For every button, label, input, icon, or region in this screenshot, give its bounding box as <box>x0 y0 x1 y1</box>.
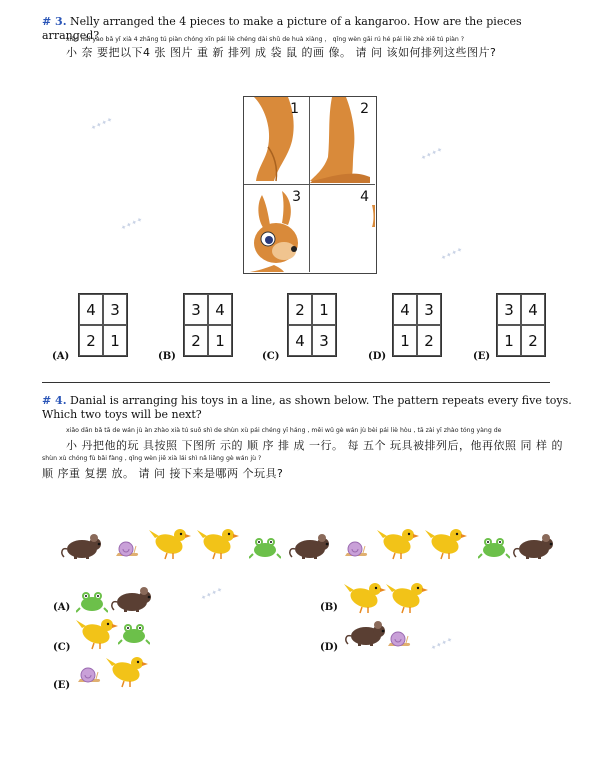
bird-icon[interactable] <box>106 654 150 692</box>
q3-option-c-grid[interactable] <box>287 293 337 357</box>
watermark: ✦✦✦✦ <box>199 585 225 603</box>
watermark: ✦✦✦✦ <box>89 115 115 133</box>
bird-icon <box>149 526 193 564</box>
grid-cell: 3 <box>497 294 521 325</box>
q4-text: Danial is arranging his toys in a line, as shown below. The pattern repeats every five toys. Which two toys will be next? <box>42 394 572 421</box>
bird-icon[interactable] <box>386 580 430 618</box>
frog-icon[interactable] <box>118 622 150 650</box>
watermark: ✦✦✦✦ <box>419 145 445 163</box>
section-divider <box>42 382 550 383</box>
watermark: ✦✦✦✦ <box>429 635 455 653</box>
puzzle-number: 1 <box>290 101 299 117</box>
grid-cell: 1 <box>393 325 417 356</box>
grid-cell: 4 <box>521 294 545 325</box>
q3-option-e-grid[interactable] <box>496 293 546 357</box>
mouse-icon <box>288 531 334 565</box>
snail-icon[interactable] <box>386 628 412 654</box>
puzzle-number: 2 <box>360 101 369 117</box>
mouse-icon[interactable] <box>110 584 156 618</box>
puzzle-piece-2 <box>310 97 375 185</box>
puzzle-piece-3 <box>244 185 310 272</box>
grid-cell: 3 <box>312 325 336 356</box>
bird-icon[interactable] <box>76 616 120 654</box>
q4-chinese-2: 顺 序重 复摆 放。 请 问 接下来是哪两 个玩具? <box>42 467 284 480</box>
puzzle-piece-1 <box>244 97 310 185</box>
grid-cell: 4 <box>208 294 232 325</box>
q3-number: # 3. <box>42 15 67 28</box>
grid-cell: 3 <box>417 294 441 325</box>
bird-icon <box>377 526 421 564</box>
bird-icon[interactable] <box>344 580 388 618</box>
q4-pinyin-2: shùn xù chóng fù bǎi fàng , qǐng wèn jiē xià lái shì nǎ liǎng gè wán jù ? <box>42 455 262 462</box>
q3-option-label[interactable]: (C) <box>262 351 280 362</box>
q3-option-a-grid[interactable] <box>78 293 128 357</box>
q4-chinese-1: 小 丹把他的玩 具按照 下图所 示的 顺 序 排 成 一行。 每 五个 玩具被排列后，他再依照 同 样 的 <box>66 439 563 452</box>
frog-icon <box>249 536 281 564</box>
q3-option-d-grid[interactable] <box>392 293 442 357</box>
q3-option-label[interactable]: (B) <box>158 351 176 362</box>
q3-option-b-grid[interactable] <box>183 293 233 357</box>
q4-option-label[interactable]: (A) <box>53 602 71 613</box>
mouse-icon <box>512 531 558 565</box>
grid-cell: 1 <box>312 294 336 325</box>
grid-cell: 3 <box>184 294 208 325</box>
grid-cell: 4 <box>79 294 103 325</box>
watermark: ✦✦✦✦ <box>439 245 465 263</box>
q3-chinese: 小 奈 要把以下4 张 图片 重 新 排列 成 袋 鼠 的画 像。 请 问 该如何排列这些图片? <box>66 46 497 59</box>
q4-option-label[interactable]: (E) <box>53 680 71 691</box>
q4-option-label[interactable]: (C) <box>53 642 71 653</box>
q4-option-label[interactable]: (D) <box>320 642 339 653</box>
grid-cell: 2 <box>288 294 312 325</box>
grid-cell: 2 <box>79 325 103 356</box>
puzzle-number: 3 <box>292 189 301 205</box>
grid-cell: 4 <box>288 325 312 356</box>
grid-cell: 1 <box>103 325 127 356</box>
snail-icon <box>114 538 140 564</box>
grid-cell: 2 <box>521 325 545 356</box>
grid-cell: 2 <box>417 325 441 356</box>
mouse-icon[interactable] <box>344 618 390 652</box>
q4-pinyin-1: xiǎo dān bǎ tā de wán jù àn zhào xià tú suǒ shì de shùn xù pái chéng yī háng , měi wǔ gè wán jù bèi pái liè hòu , tā zài yī zhào tóng yàng de <box>66 427 502 434</box>
q3-pinyin: xiǎo nài yào bǎ yǐ xià 4 zhāng tú piàn chóng xīn pái liè chéng dài shǔ de huà xiàng ， qǐng wèn gāi rú hé pái liè zhè xiē tú piàn ? <box>66 36 465 43</box>
grid-cell: 1 <box>208 325 232 356</box>
q3-option-label[interactable]: (E) <box>473 351 491 362</box>
bird-icon <box>425 526 469 564</box>
bird-icon <box>197 526 241 564</box>
kangaroo-puzzle <box>243 96 377 274</box>
q4-option-label[interactable]: (B) <box>320 602 338 613</box>
grid-cell: 1 <box>497 325 521 356</box>
frog-icon <box>478 536 510 564</box>
q4-question <box>42 394 578 422</box>
snail-icon[interactable] <box>76 664 102 690</box>
frog-icon[interactable] <box>76 590 108 618</box>
grid-cell: 3 <box>103 294 127 325</box>
kangaroo-body-image <box>244 97 309 184</box>
puzzle-piece-4 <box>310 185 375 272</box>
q3-option-label[interactable]: (A) <box>52 351 70 362</box>
q4-number: # 4. <box>42 394 67 407</box>
q3-text: Nelly arranged the 4 pieces to make a picture of a kangaroo. How are the pieces arranged? <box>42 15 522 42</box>
snail-icon <box>343 538 369 564</box>
grid-cell: 4 <box>393 294 417 325</box>
mouse-icon <box>60 531 106 565</box>
puzzle-number: 4 <box>360 189 369 205</box>
grid-cell: 2 <box>184 325 208 356</box>
q3-option-label[interactable]: (D) <box>368 351 387 362</box>
watermark: ✦✦✦✦ <box>119 215 145 233</box>
